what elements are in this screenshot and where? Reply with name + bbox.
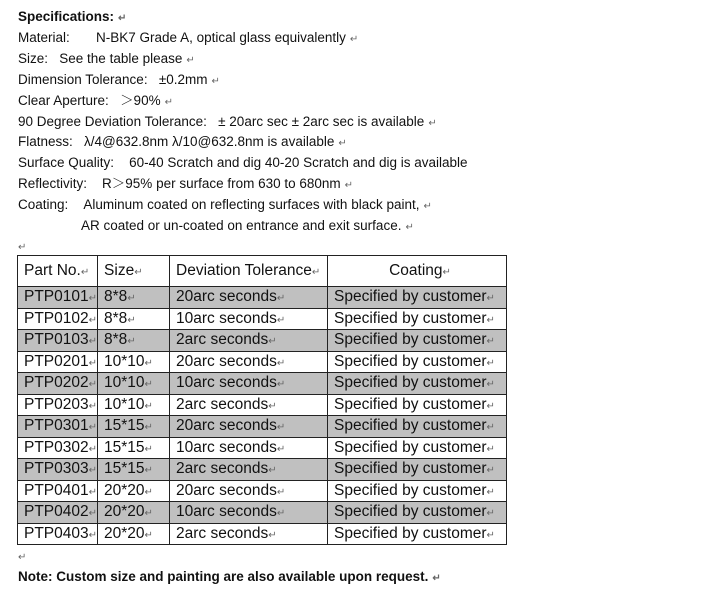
table-row — [18, 351, 507, 373]
cell-coating: Specified by customer↵ — [328, 416, 507, 438]
cell-size: 20*20↵ — [98, 523, 170, 545]
part-table — [17, 255, 507, 545]
table-row — [18, 502, 507, 524]
cell-size: 10*10↵ — [98, 373, 170, 395]
cell-coating: Specified by customer↵ — [328, 308, 507, 330]
spec-clear-aperture: Clear Aperture: ＞90% ↵ — [18, 93, 173, 108]
cell-part-no: PTP0101↵ — [18, 287, 98, 309]
cell-deviation: 10arc seconds↵ — [170, 502, 328, 524]
table-row — [18, 373, 507, 395]
header-part-no: Part No.↵ — [18, 256, 98, 287]
specifications-title: Specifications: ↵ — [18, 9, 127, 24]
cell-coating: Specified by customer↵ — [328, 523, 507, 545]
cell-deviation: 2arc seconds↵ — [170, 330, 328, 352]
cell-deviation: 20arc seconds↵ — [170, 416, 328, 438]
table-row — [18, 394, 507, 416]
cell-coating: Specified by customer↵ — [328, 459, 507, 481]
blank-paragraph-mark-2: ↵ — [18, 552, 27, 563]
cell-deviation: 2arc seconds↵ — [170, 523, 328, 545]
header-deviation-tolerance: Deviation Tolerance↵ — [170, 256, 328, 287]
cell-part-no: PTP0302↵ — [18, 437, 98, 459]
header-coating: Coating↵ — [328, 256, 507, 287]
cell-deviation: 10arc seconds↵ — [170, 308, 328, 330]
cell-size: 10*10↵ — [98, 394, 170, 416]
cell-coating: Specified by customer↵ — [328, 373, 507, 395]
cell-deviation: 20arc seconds↵ — [170, 351, 328, 373]
cell-part-no: PTP0301↵ — [18, 416, 98, 438]
cell-deviation: 10arc seconds↵ — [170, 373, 328, 395]
cell-part-no: PTP0102↵ — [18, 308, 98, 330]
cell-size: 20*20↵ — [98, 502, 170, 524]
cell-part-no: PTP0201↵ — [18, 351, 98, 373]
cell-coating: Specified by customer↵ — [328, 287, 507, 309]
cell-part-no: PTP0402↵ — [18, 502, 98, 524]
cell-coating: Specified by customer↵ — [328, 480, 507, 502]
spec-dimension-tolerance: Dimension Tolerance: ±0.2mm ↵ — [18, 72, 220, 87]
cell-size: 10*10↵ — [98, 351, 170, 373]
cell-size: 20*20↵ — [98, 480, 170, 502]
table-row — [18, 480, 507, 502]
cell-coating: Specified by customer↵ — [328, 330, 507, 352]
table-row — [18, 287, 507, 309]
table-row — [18, 416, 507, 438]
cell-coating: Specified by customer↵ — [328, 502, 507, 524]
spec-reflectivity: Reflectivity: R＞95% per surface from 630 to 680nm ↵ — [18, 176, 354, 191]
spec-coating: Coating: Aluminum coated on reflecting surfaces with black paint, ↵ — [18, 197, 432, 212]
cell-size: 15*15↵ — [98, 437, 170, 459]
spec-material: Material: N-BK7 Grade A, optical glass equivalently ↵ — [18, 30, 359, 45]
cell-part-no: PTP0203↵ — [18, 394, 98, 416]
spec-flatness: Flatness: λ/4@632.8nm λ/10@632.8nm is available ↵ — [18, 134, 347, 149]
cell-deviation: 10arc seconds↵ — [170, 437, 328, 459]
cell-part-no: PTP0303↵ — [18, 459, 98, 481]
cell-size: 8*8↵ — [98, 330, 170, 352]
cell-coating: Specified by customer↵ — [328, 351, 507, 373]
header-size: Size↵ — [98, 256, 170, 287]
table-row — [18, 523, 507, 545]
cell-part-no: PTP0401↵ — [18, 480, 98, 502]
cell-part-no: PTP0103↵ — [18, 330, 98, 352]
table-row — [18, 459, 507, 481]
table-header-row — [18, 256, 507, 287]
spec-surface-quality: Surface Quality: 60-40 Scratch and dig 40-20 Scratch and dig is available — [18, 155, 468, 170]
cell-part-no: PTP0202↵ — [18, 373, 98, 395]
table-row — [18, 437, 507, 459]
table-row — [18, 308, 507, 330]
cell-size: 8*8↵ — [98, 308, 170, 330]
cell-deviation: 20arc seconds↵ — [170, 480, 328, 502]
spec-size: Size: See the table please ↵ — [18, 51, 195, 66]
note: Note: Custom size and painting are also available upon request. ↵ — [18, 569, 441, 584]
spec-coating-line2: AR coated or un-coated on entrance and exit surface. ↵ — [81, 218, 414, 233]
table-row — [18, 330, 507, 352]
cell-coating: Specified by customer↵ — [328, 394, 507, 416]
cell-size: 15*15↵ — [98, 459, 170, 481]
cell-deviation: 20arc seconds↵ — [170, 287, 328, 309]
blank-paragraph-mark: ↵ — [18, 242, 27, 253]
cell-coating: Specified by customer↵ — [328, 437, 507, 459]
cell-deviation: 2arc seconds↵ — [170, 459, 328, 481]
cell-part-no: PTP0403↵ — [18, 523, 98, 545]
cell-size: 15*15↵ — [98, 416, 170, 438]
cell-size: 8*8↵ — [98, 287, 170, 309]
cell-deviation: 2arc seconds↵ — [170, 394, 328, 416]
spec-deviation-tolerance: 90 Degree Deviation Tolerance: ± 20arc sec ± 2arc sec is available ↵ — [18, 114, 437, 129]
